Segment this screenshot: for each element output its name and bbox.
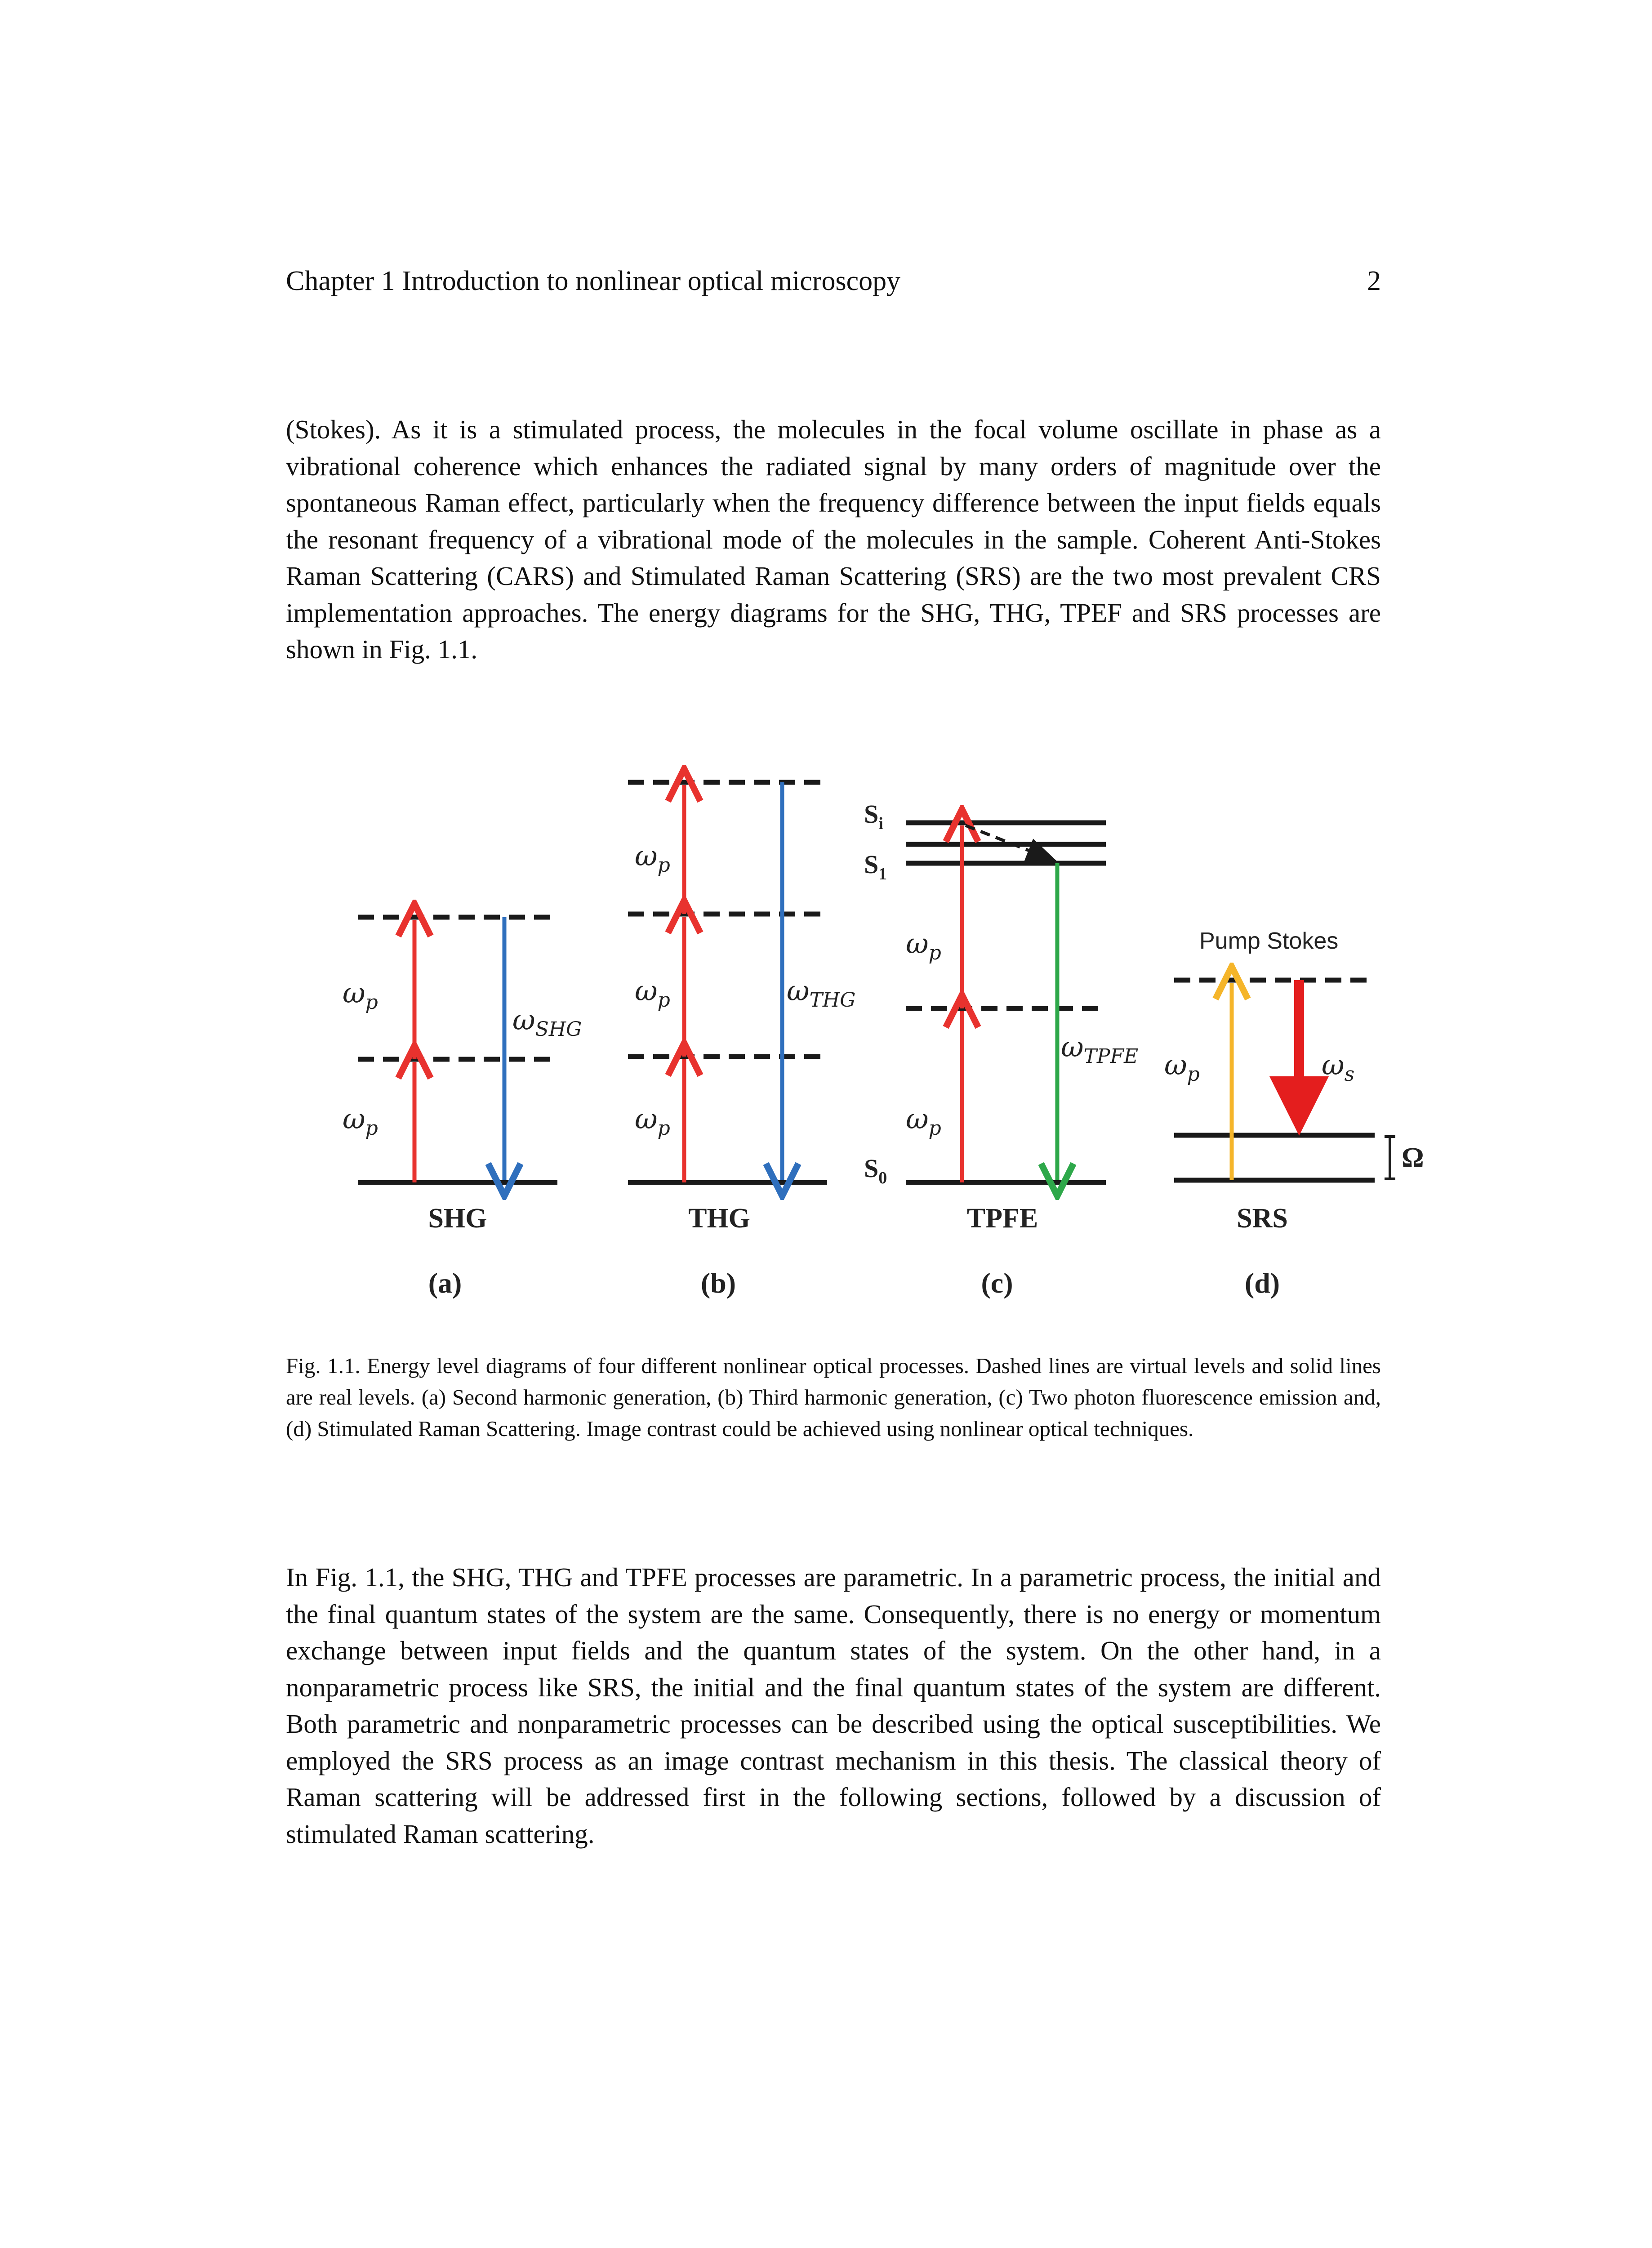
tpfe-label-si: $S_i$ — [864, 799, 883, 833]
thg-omega-p-mid: $\omega_p$ — [635, 974, 670, 1012]
page-number: 2 — [1367, 266, 1381, 296]
paragraph-1: (Stokes). As it is a stimulated process, the molecules in the focal volume oscillate in phase as a vibrational coherence which enhances the radiated signal by many orders of magnitude over the spontaneous Raman effect, particularly when the frequency difference between the input fields equals the resonant frequency of a vibrational mode of the molecules in the sample. Coherent Anti-Stokes Raman Scattering (CARS) and Stimulated Raman Scattering (SRS) are the two most prevalent CRS implementation approaches. The energy diagrams for the SHG, THG, TPEF and SRS processes are shown in Fig. 1.1. — [286, 415, 1381, 664]
thg-name: THG — [688, 1203, 750, 1234]
shg-omega-shg: $\omega_{SHG}$ — [512, 1004, 582, 1041]
thg-omega-p-top: $\omega_p$ — [635, 839, 670, 877]
srs-omega-raman-shift: Ω — [1402, 1142, 1424, 1173]
tpfe-letter: (c) — [981, 1267, 1013, 1299]
tpfe-omega-p-lower: $\omega_p$ — [906, 1102, 941, 1140]
tpfe-label-s0: $S_0$ — [864, 1154, 887, 1187]
running-title: Chapter 1 Introduction to nonlinear optical microscopy — [286, 266, 901, 296]
thg-omega-thg: $\omega_{THG}$ — [787, 974, 856, 1012]
shg-omega-p-upper: $\omega_p$ — [343, 977, 378, 1014]
thg-letter: (b) — [700, 1267, 736, 1299]
figure-caption: Fig. 1.1. Energy level diagrams of four different nonlinear optical processes. Dashed lines are virtual levels and solid lines are real levels. (a) Second harmonic generation, (b) Third harmonic generation, (c) Two photon fluorescence emission and, (d) Stimulated Raman Scattering. Image contrast could be achieved using nonlinear optical techniques. — [286, 1353, 1381, 1441]
tpfe-omega-p-upper: $\omega_p$ — [906, 927, 941, 964]
panel-srs — [1164, 928, 1424, 1299]
figure-energy-diagrams — [0, 742, 1652, 1326]
srs-omega-p: $\omega_p$ — [1164, 1048, 1200, 1086]
srs-omega-s: $\omega_s$ — [1322, 1048, 1355, 1086]
panel-shg — [343, 917, 582, 1299]
panel-thg — [628, 782, 855, 1299]
paragraph-2: In Fig. 1.1, the SHG, THG and TPFE processes are parametric. In a parametric process, the initial and the final quantum states of the system are the same. Consequently, there is no energy or momentum exchange between input fields and the quantum states of the system. On the other hand, in a nonparametric process like SRS, the initial and the final quantum states of the system are different. Both parametric and nonparametric processes can be described using the optical susceptibilities. We employed the SRS process as an image contrast mechanism in this thesis. The classical theory of Raman scattering will be addressed first in the following sections, followed by a discussion of stimulated Raman scattering. — [286, 1562, 1381, 1849]
srs-pump-stokes-label: Pump Stokes — [1199, 928, 1339, 954]
srs-letter: (d) — [1244, 1267, 1280, 1299]
panel-tpfe — [864, 799, 1138, 1299]
page-header — [286, 265, 1381, 306]
thg-omega-p-low: $\omega_p$ — [635, 1102, 670, 1140]
tpfe-omega-tpfe: $\omega_{TPFE}$ — [1061, 1030, 1139, 1068]
shg-letter: (a) — [428, 1267, 462, 1299]
shg-name: SHG — [428, 1203, 487, 1234]
shg-omega-p-lower: $\omega_p$ — [343, 1102, 378, 1140]
tpfe-label-s1: $S_1$ — [864, 850, 887, 883]
tpfe-name: TPFE — [966, 1203, 1038, 1234]
srs-name: SRS — [1237, 1203, 1288, 1234]
